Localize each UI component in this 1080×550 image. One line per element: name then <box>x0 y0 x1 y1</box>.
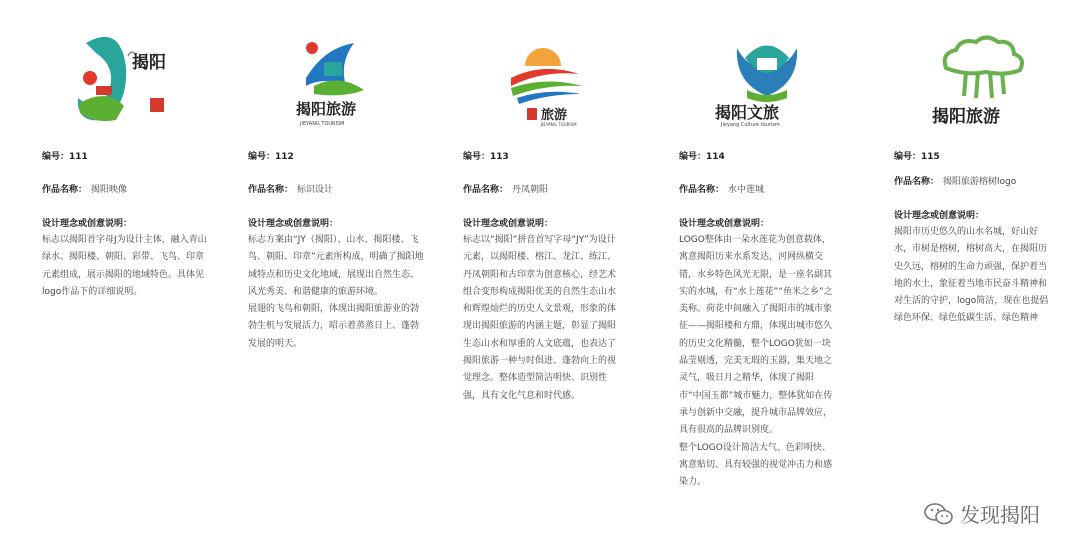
concept-heading: 设计理念或创意说明： <box>42 219 133 229</box>
concept-heading: 设计理念或创意说明： <box>679 219 770 229</box>
concept-heading: 设计理念或创意说明： <box>463 219 554 229</box>
concept-description: LOGO整体由一朵水莲花为创意载体，寓意揭阳历来水系发达，河网纵横交错，水乡特色风光无限，是一座名副其实的水城，有“水上莲花”“鱼米之乡”之美称。荷花中间融入了揭阳市的城市象征——揭阳楼和方鼎，体现出城市悠久的历史文化精髓，整个LOGO犹如一块晶莹剔透，完美无瑕的玉器，集天地之灵气，吸日月之精华，体现了揭阳市“中国玉都”城市魅力，整体犹如在传承与创新中交融，提升城市品牌效应，具有很高的品牌识别度。 整个LOGO设计简洁大气、色彩明快、寓意贴切、具有较强的视觉冲击力和感染力。 <box>679 235 833 488</box>
concept-heading: 设计理念或创意说明： <box>894 211 985 221</box>
svg-text:JIEYANG TOURISM: JIEYANG TOURISM <box>541 122 577 127</box>
svg-text:旅游: 旅游 <box>541 108 568 123</box>
wechat-icon <box>924 502 954 526</box>
entry-name: 作品名称： 标识设计 <box>248 185 334 195</box>
watermark-text: 发现揭阳 <box>960 503 1040 527</box>
entry-number: 编号：112 <box>248 152 294 162</box>
concept-description: 标志以揭阳首字母J为设计主体，融入青山绿水、揭阳楼、朝阳、彩带、飞鸟、印章元素组成，展示揭阳的地域特色。具体见logo作品下的详细说明。 <box>42 235 207 297</box>
entry-name: 作品名称： 丹凤朝阳 <box>463 185 549 195</box>
svg-text:揭阳: 揭阳 <box>132 53 166 73</box>
svg-text:JIEYANG TOURISM: JIEYANG TOURISM <box>300 121 345 127</box>
entry-name: 作品名称： 揭阳映像 <box>42 185 128 195</box>
entry-name: 作品名称： 揭阳旅游榕树logo <box>894 177 1017 187</box>
svg-text:揭阳文旅: 揭阳文旅 <box>715 103 780 122</box>
logo-112-icon <box>284 28 394 128</box>
concept-description: 揭阳市历史悠久的山水名城，好山好水，市树是榕树，榕树高大，在揭阳历史久远，榕树的生命力顽强，保护着当地的水土，象征着当地市民奋斗精神和对生活的守护，logo简洁，现在也提倡绿色环保、绿色低碳生活、绿色精神 <box>894 227 1049 324</box>
svg-text:揭阳旅游: 揭阳旅游 <box>932 107 1000 127</box>
entry-name: 作品名称： 水中莲城 <box>679 185 765 195</box>
entry-number: 编号：114 <box>679 152 725 162</box>
logo-115-icon <box>916 28 1046 128</box>
logo-111-icon <box>66 28 176 128</box>
watermark <box>924 499 1040 528</box>
svg-text:Jieyang Culture tourism: Jieyang Culture tourism <box>721 122 780 128</box>
logo-114-icon <box>707 28 827 128</box>
concept-heading: 设计理念或创意说明： <box>248 219 339 229</box>
concept-description: 标志方案由“JY（揭阳）、山水、揭阳楼、飞鸟、朝阳、印章”元素所构成，明确了揭阳地域特点和历史文化地域，展现出自然生态、风光秀美、和谐健康的旅游环境。 展翅的飞鸟和朝阳，体现出揭阳旅游业的勃勃生机与发展活力，昭示着蒸蒸日上、蓬勃发展的明天。 <box>248 235 424 349</box>
entry-number: 编号：113 <box>463 152 509 162</box>
entry-number: 编号：115 <box>894 152 940 162</box>
concept-description: 标志以“揭阳”拼音首写字母“JY”为设计元素，以揭阳楼、榕江、龙江、练江、丹凤朝阳和古印章为创意核心，经艺术组合变形构成揭阳优美的自然生态山水和辉煌灿烂的历史人文景观，形象的体现出揭阳旅游的内涵主题，彰显了揭阳生态山水和厚重的人文底蕴，也表达了揭阳旅游一种与时俱进、蓬勃向上的视觉理念。整体造型简洁明快、识别性强，具有文化气息和时代感。 <box>463 235 617 401</box>
entry-number: 编号：111 <box>42 152 88 162</box>
svg-text:揭阳旅游: 揭阳旅游 <box>296 100 357 118</box>
logo-113-icon <box>483 28 603 128</box>
